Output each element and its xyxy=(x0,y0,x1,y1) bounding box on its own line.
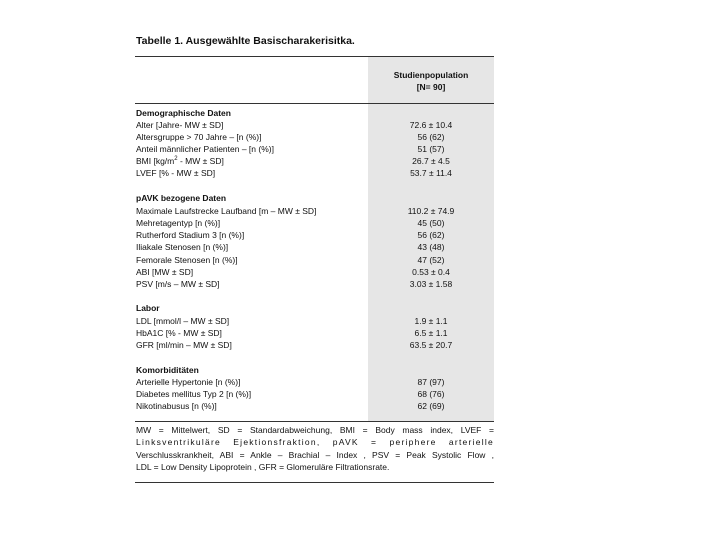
row-value: 72.6 ± 10.4 xyxy=(409,120,453,130)
row-value: 45 (50) xyxy=(417,218,445,228)
row-label: PSV [m/s – MW ± SD] xyxy=(136,279,220,289)
row-value: 87 (97) xyxy=(417,377,445,387)
bottom-rule xyxy=(135,482,494,483)
row-label: Nikotinabusus [n (%)] xyxy=(136,401,217,411)
row-value: 26.7 ± 4.5 xyxy=(412,156,450,166)
row-label: Iliakale Stenosen [n (%)] xyxy=(136,242,229,252)
footnote-line: MW = Mittelwert, SD = Standardabweichung, BMI = Body mass index, LVEF = xyxy=(136,425,494,435)
row-label: HbA1C [% - MW ± SD] xyxy=(136,328,222,338)
row-label: GFR [ml/min – MW ± SD] xyxy=(136,340,232,350)
row-value: 53.7 ± 11.4 xyxy=(410,168,452,178)
footnote-line: LDL = Low Density Lipoprotein , GFR = Glomeruläre Filtrationsrate. xyxy=(136,461,390,472)
section-heading: Komorbiditäten xyxy=(136,365,199,375)
row-value: 110.2 ± 74.9 xyxy=(407,206,455,216)
row-value: 3.03 ± 1.58 xyxy=(409,279,453,289)
row-label: LDL [mmol/l – MW ± SD] xyxy=(136,316,230,326)
row-label: Diabetes mellitus Typ 2 [n (%)] xyxy=(136,389,252,399)
row-value: 6.5 ± 1.1 xyxy=(414,328,448,338)
row-value: 1.9 ± 1.1 xyxy=(414,316,448,326)
body-rule xyxy=(135,421,494,422)
table-title: Tabelle 1. Ausgewählte Basischarakerisitka. xyxy=(136,35,355,47)
bmi-label-pre: BMI [kg/m xyxy=(136,156,175,166)
row-label: Rutherford Stadium 3 [n (%)] xyxy=(136,230,245,240)
row-value: 56 (62) xyxy=(417,230,445,240)
row-label: Femorale Stenosen [n (%)] xyxy=(136,255,238,265)
bmi-label-sup: 2 xyxy=(174,156,178,163)
row-label: Mehretagentyp [n (%)] xyxy=(136,218,221,228)
footnote-line: Linksventrikuläre Ejektionsfraktion, pAVK = periphere arterielle xyxy=(136,437,494,448)
row-value: 51 (57) xyxy=(417,144,445,154)
row-value: 56 (62) xyxy=(417,132,445,142)
row-value: 47 (52) xyxy=(417,255,445,265)
section-heading: Labor xyxy=(136,303,160,313)
row-value: 43 (48) xyxy=(417,242,445,252)
column-header-line2: [N= 90] xyxy=(416,82,446,92)
row-label: Altersgruppe > 70 Jahre – [n (%)] xyxy=(136,132,262,142)
section-heading: pAVK bezogene Daten xyxy=(136,193,227,203)
column-header-line1: Studienpopulation xyxy=(393,70,469,80)
row-value: 63.5 ± 20.7 xyxy=(409,340,453,350)
row-label: ABI [MW ± SD] xyxy=(136,267,194,277)
row-label: Anteil männlicher Patienten – [n (%)] xyxy=(136,144,274,154)
footnote-line: Verschlusskrankheit, ABI = Ankle – Brachial – Index , PSV = Peak Systolic Flow , xyxy=(136,449,494,460)
bmi-label-post: - MW ± SD] xyxy=(177,156,224,166)
row-label xyxy=(136,156,224,166)
footnote xyxy=(136,424,494,473)
row-label: Alter [Jahre- MW ± SD] xyxy=(136,120,224,130)
section-heading: Demographische Daten xyxy=(136,108,231,118)
row-value: 68 (76) xyxy=(417,389,445,399)
row-label: Arterielle Hypertonie [n (%)] xyxy=(136,377,241,387)
row-value: 62 (69) xyxy=(417,401,445,411)
row-label: LVEF [% - MW ± SD] xyxy=(136,168,216,178)
row-value: 0.53 ± 0.4 xyxy=(412,267,450,277)
row-label: Maximale Laufstrecke Laufband [m – MW ± SD] xyxy=(136,206,317,216)
header-rule xyxy=(135,103,494,104)
